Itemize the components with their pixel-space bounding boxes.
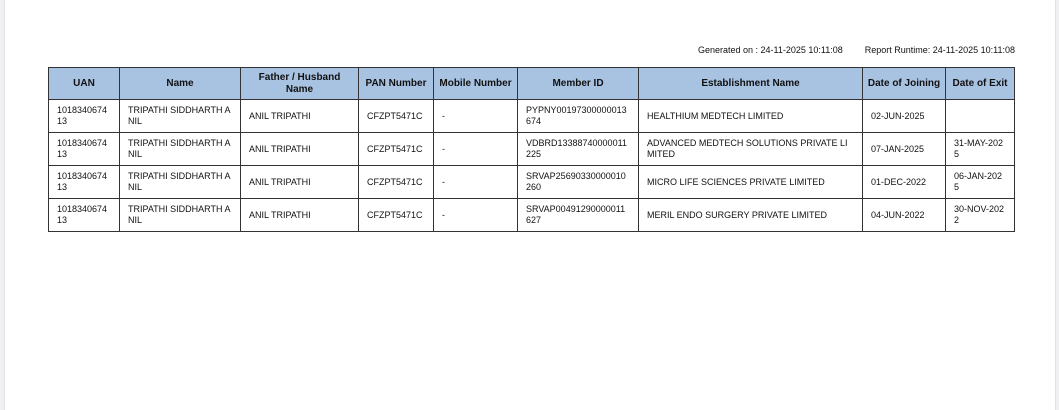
cell-name: TRIPATHI SIDDHARTH ANIL: [120, 166, 241, 199]
cell-mobile-number: -: [434, 100, 518, 133]
cell-name: TRIPATHI SIDDHARTH ANIL: [120, 133, 241, 166]
header-establishment-name: Establishment Name: [639, 68, 863, 100]
header-father-husband-name: Father / Husband Name: [241, 68, 359, 100]
cell-date-of-exit: 30-NOV-2022: [946, 199, 1015, 232]
header-date-of-exit: Date of Exit: [946, 68, 1015, 100]
header-pan-number: PAN Number: [359, 68, 434, 100]
cell-pan-number: CFZPT5471C: [359, 133, 434, 166]
cell-uan: 101834067413: [49, 100, 120, 133]
cell-establishment-name: ADVANCED MEDTECH SOLUTIONS PRIVATE LIMITED: [639, 133, 863, 166]
cell-mobile-number: -: [434, 166, 518, 199]
cell-date-of-joining: 01-DEC-2022: [863, 166, 946, 199]
cell-date-of-exit: [946, 100, 1015, 133]
cell-father-husband-name: ANIL TRIPATHI: [241, 166, 359, 199]
cell-member-id: SRVAP00491290000011627: [518, 199, 639, 232]
cell-date-of-exit: 06-JAN-2025: [946, 166, 1015, 199]
table-row: [49, 100, 1015, 133]
cell-name: TRIPATHI SIDDHARTH ANIL: [120, 100, 241, 133]
table-row: [49, 166, 1015, 199]
cell-uan: 101834067413: [49, 166, 120, 199]
cell-date-of-exit: 31-MAY-2025: [946, 133, 1015, 166]
cell-pan-number: CFZPT5471C: [359, 100, 434, 133]
cell-date-of-joining: 07-JAN-2025: [863, 133, 946, 166]
cell-establishment-name: MERIL ENDO SURGERY PRIVATE LIMITED: [639, 199, 863, 232]
cell-mobile-number: -: [434, 199, 518, 232]
cell-member-id: PYPNY00197300000013674: [518, 100, 639, 133]
table-row: [49, 199, 1015, 232]
cell-father-husband-name: ANIL TRIPATHI: [241, 100, 359, 133]
header-member-id: Member ID: [518, 68, 639, 100]
cell-uan: 101834067413: [49, 199, 120, 232]
cell-date-of-joining: 04-JUN-2022: [863, 199, 946, 232]
header-uan: UAN: [49, 68, 120, 100]
cell-establishment-name: HEALTHIUM MEDTECH LIMITED: [639, 100, 863, 133]
table-header-row: [49, 68, 1015, 100]
table-row: [49, 133, 1015, 166]
cell-member-id: SRVAP25690330000010260: [518, 166, 639, 199]
cell-uan: 101834067413: [49, 133, 120, 166]
header-date-of-joining: Date of Joining: [863, 68, 946, 100]
cell-member-id: VDBRD13388740000011225: [518, 133, 639, 166]
cell-father-husband-name: ANIL TRIPATHI: [241, 133, 359, 166]
cell-date-of-joining: 02-JUN-2025: [863, 100, 946, 133]
header-mobile-number: Mobile Number: [434, 68, 518, 100]
cell-pan-number: CFZPT5471C: [359, 166, 434, 199]
generated-on-label: Generated on : 24-11-2025 10:11:08: [697, 45, 843, 55]
report-runtime-label: Report Runtime: 24-11-2025 10:11:08: [864, 45, 1015, 55]
report-page: [4, 0, 1056, 410]
cell-father-husband-name: ANIL TRIPATHI: [241, 199, 359, 232]
report-meta: [698, 45, 1015, 55]
cell-mobile-number: -: [434, 133, 518, 166]
cell-establishment-name: MICRO LIFE SCIENCES PRIVATE LIMITED: [639, 166, 863, 199]
service-history-table: [48, 67, 1015, 232]
header-name: Name: [120, 68, 241, 100]
cell-name: TRIPATHI SIDDHARTH ANIL: [120, 199, 241, 232]
cell-pan-number: CFZPT5471C: [359, 199, 434, 232]
